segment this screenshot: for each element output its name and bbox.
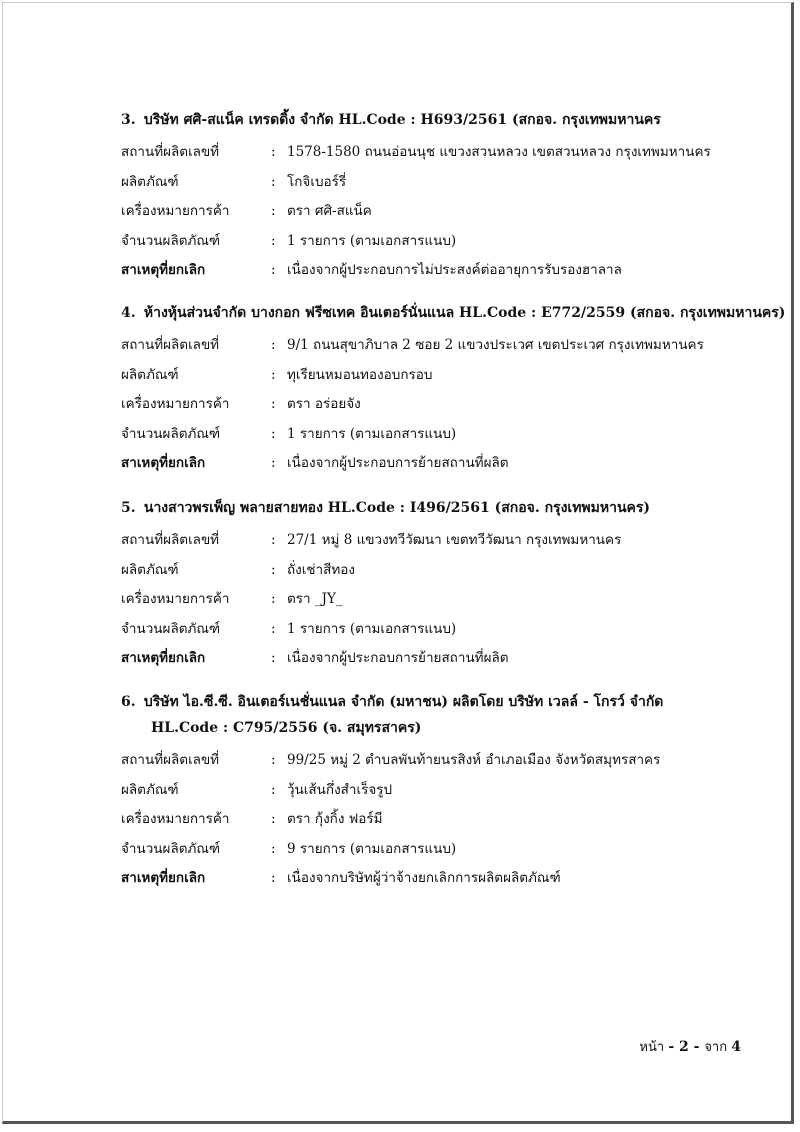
section-number: 5. [121, 500, 136, 516]
location-label: สถานที่ผลิตเลขที่ [121, 337, 220, 353]
location-row [121, 526, 771, 556]
reason-value: เนื่องจากผู้ประกอบการย้ายสถานที่ผลิต [287, 650, 509, 666]
product-value: โกจิเบอร์รี่ [287, 173, 347, 190]
reason-row [121, 256, 771, 286]
location-value: 9/1 ถนนสุขาภิบาล 2 ซอย 2 แขวงประเวศ เขตประเวศ กรุงเทพมหานคร [287, 337, 704, 353]
trademark-row [121, 390, 771, 420]
colon: : [271, 620, 276, 637]
section-6 [121, 692, 771, 894]
document-page [2, 2, 794, 1124]
quantity-row [121, 615, 771, 645]
colon: : [271, 532, 276, 548]
section-number: 6. [121, 694, 136, 710]
section-heading [121, 110, 771, 130]
section-heading [121, 303, 786, 323]
colon: : [271, 262, 276, 278]
colon: : [271, 781, 276, 798]
colon: : [271, 203, 276, 219]
trademark-label: เครื่องหมายการค้า [121, 811, 230, 827]
colon: : [271, 811, 276, 827]
colon: : [271, 366, 276, 383]
trademark-label: เครื่องหมายการค้า [121, 591, 230, 607]
section-3 [121, 110, 771, 286]
quantity-label: จำนวนผลิตภัณฑ์ [121, 232, 221, 249]
quantity-label: จำนวนผลิตภัณฑ์ [121, 425, 221, 442]
product-row [121, 776, 771, 806]
product-value: ทุเรียนหมอนทองอบกรอบ [287, 366, 433, 383]
colon: : [271, 591, 276, 607]
colon: : [271, 396, 276, 412]
location-row [121, 331, 771, 361]
quantity-label: จำนวนผลิตภัณฑ์ [121, 840, 221, 857]
reason-row [121, 644, 771, 674]
colon: : [271, 425, 276, 442]
trademark-label: เครื่องหมายการค้า [121, 203, 230, 219]
colon: : [271, 173, 276, 190]
colon: : [271, 144, 276, 160]
quantity-value: 9 รายการ (ตามเอกสารแนบ) [287, 840, 457, 857]
trademark-row [121, 197, 771, 227]
page-word: หน้า [639, 1040, 665, 1055]
product-label: ผลิตภัณฑ์ [121, 781, 179, 798]
reason-value: เนื่องจากบริษัทผู้ว่าจ้างยกเลิกการผลิตผลิตภัณฑ์ [287, 870, 561, 886]
trademark-row [121, 585, 771, 615]
section-hl-code: HL.Code : C795/2556 (จ. สมุทรสาคร) [151, 720, 422, 736]
product-row [121, 168, 771, 198]
product-value: วุ้นเส้นกึ่งสำเร็จรูป [287, 781, 393, 798]
colon: : [271, 650, 276, 666]
reason-label: สาเหตุที่ยกเลิก [121, 262, 206, 278]
current-page: 2 [679, 1039, 689, 1055]
trademark-value: ตรา _JY_ [287, 591, 343, 607]
location-value: 99/25 หมู่ 2 ตำบลพันท้ายนรสิงห์ อำเภอเมือง จังหวัดสมุทรสาคร [287, 752, 661, 768]
quantity-value: 1 รายการ (ตามเอกสารแนบ) [287, 232, 457, 249]
reason-value: เนื่องจากผู้ประกอบการย้ายสถานที่ผลิต [287, 455, 509, 471]
colon: : [271, 752, 276, 768]
quantity-row [121, 227, 771, 257]
trademark-label: เครื่องหมายการค้า [121, 396, 230, 412]
colon: : [271, 870, 276, 886]
quantity-label: จำนวนผลิตภัณฑ์ [121, 620, 221, 637]
trademark-value: ตรา อร่อยจัง [287, 396, 361, 412]
trademark-value: ตรา กุ้งกิ้ง ฟอร์มี [287, 811, 383, 827]
section-heading [121, 498, 771, 518]
colon: : [271, 455, 276, 471]
location-row [121, 138, 771, 168]
section-4 [121, 303, 786, 479]
trademark-value: ตรา ศศิ-สแน็ค [287, 203, 372, 219]
location-label: สถานที่ผลิตเลขที่ [121, 752, 220, 768]
section-heading [121, 692, 771, 712]
reason-label: สาเหตุที่ยกเลิก [121, 650, 206, 666]
location-value: 27/1 หมู่ 8 แขวงทวีวัฒนา เขตทวีวัฒนา กรุงเทพมหานคร [287, 532, 622, 548]
section-number: 3. [121, 112, 136, 128]
location-value: 1578-1580 ถนนอ่อนนุช แขวงสวนหลวง เขตสวนหลวง กรุงเทพมหานคร [287, 144, 711, 160]
reason-label: สาเหตุที่ยกเลิก [121, 870, 206, 886]
section-heading-continued [121, 718, 771, 738]
section-title: บริษัท ไอ.ซี.ซี. อินเตอร์เนชั่นแนล จำกัด (มหาชน) ผลิตโดย บริษัท เวลล์ - โกรว์ จำกัด [143, 694, 664, 710]
section-title: บริษัท ศศิ-สแน็ค เทรดดิ้ง จำกัด HL.Code : H693/2561 (สกอจ. กรุงเทพมหานคร [143, 112, 661, 128]
quantity-value: 1 รายการ (ตามเอกสารแนบ) [287, 620, 457, 637]
location-label: สถานที่ผลิตเลขที่ [121, 532, 220, 548]
colon: : [271, 232, 276, 249]
of-word: จาก [704, 1040, 728, 1055]
product-row [121, 361, 771, 391]
trademark-row [121, 805, 771, 835]
location-row [121, 746, 771, 776]
section-title: นางสาวพรเพ็ญ พลายสายทอง HL.Code : I496/2561 (สกอจ. กรุงเทพมหานคร) [143, 500, 651, 516]
section-5 [121, 498, 771, 674]
colon: : [271, 561, 276, 578]
reason-label: สาเหตุที่ยกเลิก [121, 455, 206, 471]
section-number: 4. [121, 305, 136, 321]
colon: : [271, 840, 276, 857]
quantity-value: 1 รายการ (ตามเอกสารแนบ) [287, 425, 457, 442]
quantity-row [121, 420, 771, 450]
colon: : [271, 337, 276, 353]
reason-row [121, 449, 771, 479]
product-label: ผลิตภัณฑ์ [121, 173, 179, 190]
product-label: ผลิตภัณฑ์ [121, 561, 179, 578]
product-row [121, 556, 771, 586]
product-label: ผลิตภัณฑ์ [121, 366, 179, 383]
product-value: ถั่งเช่าสีทอง [287, 561, 355, 578]
quantity-row [121, 835, 771, 865]
section-title: ห้างหุ้นส่วนจำกัด บางกอก ฟรีซเทค อินเตอร์นั่นแนล HL.Code : E772/2559 (สกอจ. กรุงเทพมหานคร) [143, 305, 786, 321]
total-pages: 4 [731, 1039, 741, 1055]
page-number: หน้า - 2 - จาก 4 [639, 1039, 741, 1055]
reason-value: เนื่องจากผู้ประกอบการไม่ประสงค์ต่ออายุการรับรองฮาลาล [287, 262, 622, 278]
location-label: สถานที่ผลิตเลขที่ [121, 144, 220, 160]
reason-row [121, 864, 771, 894]
